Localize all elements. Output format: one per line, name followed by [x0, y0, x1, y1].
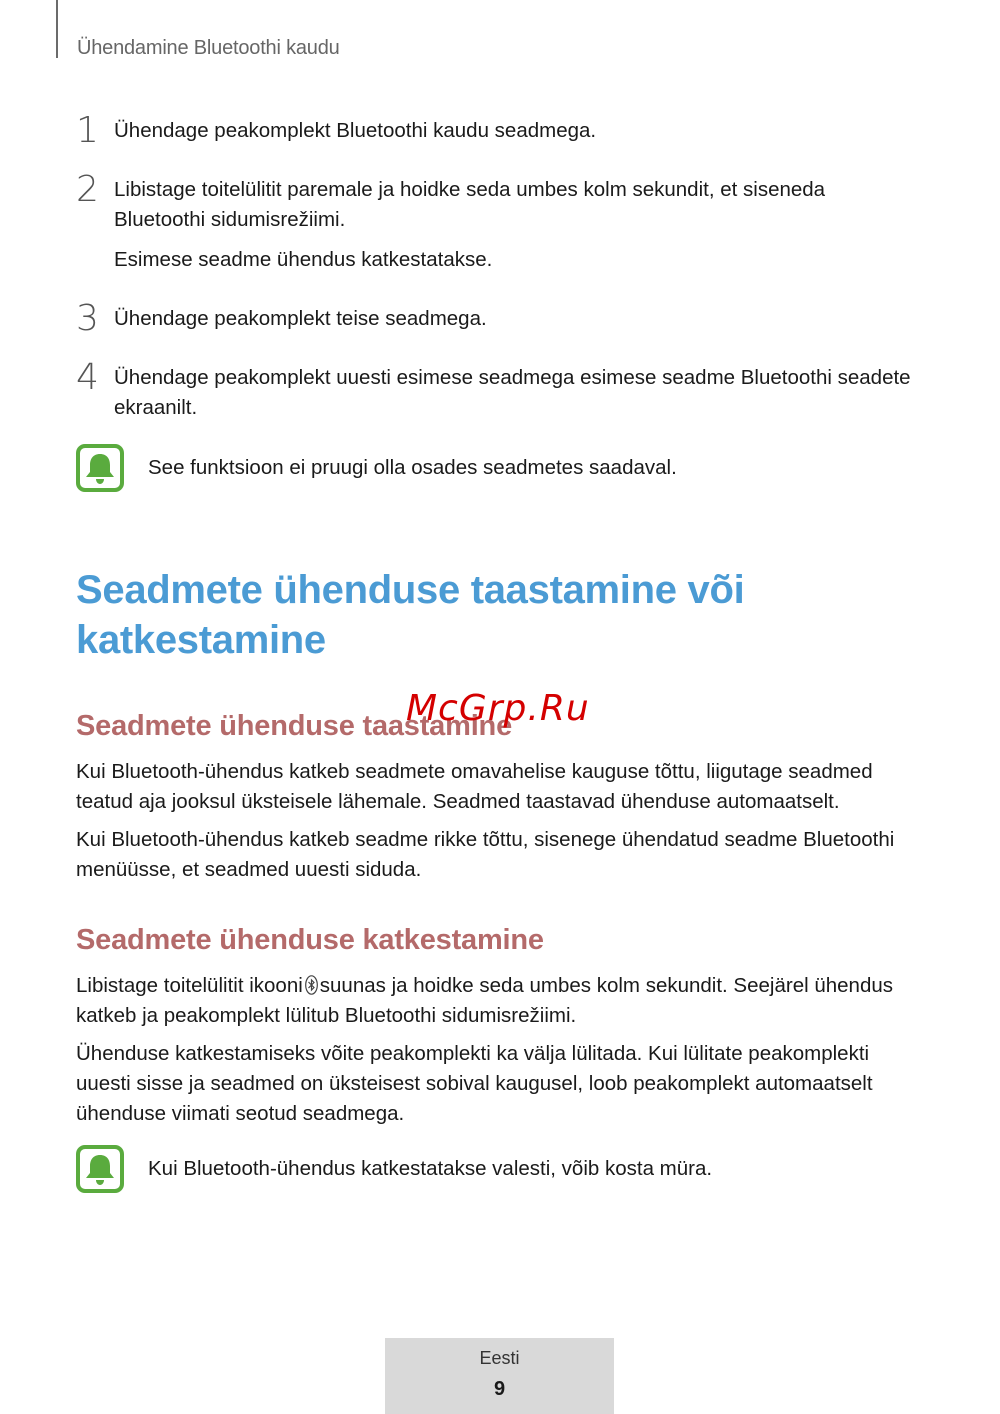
page-number: 9 [493, 1378, 506, 1400]
step-text: Ühendage peakomplekt Bluetoothi kaudu seadmega. [114, 119, 597, 142]
bell-note-icon [76, 1145, 124, 1193]
bell-note-icon [76, 444, 124, 492]
header-rule [56, 0, 58, 58]
page-footer [385, 1338, 614, 1414]
step-number: 2 [76, 169, 99, 210]
watermark: McGrp.Ru [406, 688, 590, 729]
note-text: Kui Bluetooth-ühendus katkestatakse valesti, võib kosta müra. [148, 1157, 713, 1180]
section-title: Seadmete ühenduse taastamine või katkestamine [76, 568, 745, 662]
note-2 [76, 1145, 936, 1193]
disconnect-paragraph-1-end: suunas ja hoidke seda umbes kolm sekundit. Seejärel ühendus katkeb ja peakomplekt lülitub Bluetoothi sidumisrežiimi. [76, 974, 894, 1027]
restore-paragraph-2: Kui Bluetooth-ühendus katkeb seadme rikke tõttu, sisenege ühendatud seadme Bluetoothi menüüsse, et seadmed uuesti siduda. [76, 828, 895, 881]
note-1 [76, 444, 936, 492]
step-number: 1 [76, 110, 99, 151]
disconnect-heading: Seadmete ühenduse katkestamine [76, 924, 544, 956]
note-text: See funktsioon ei pruugi olla osades seadmetes saadaval. [148, 456, 677, 479]
step-text: Libistage toitelülitit paremale ja hoidke seda umbes kolm sekundit, et siseneda Bluetoothi sidumisrežiimi. [114, 178, 826, 231]
footer-language: Eesti [479, 1348, 520, 1368]
step-text: Ühendage peakomplekt uuesti esimese seadmega esimese seadme Bluetoothi seadete ekraanilt. [114, 366, 911, 419]
step-number: 3 [76, 298, 99, 339]
disconnect-paragraph-1 [76, 971, 926, 1031]
step-text: Ühendage peakomplekt teise seadmega. [114, 307, 487, 330]
bluetooth-icon [305, 975, 318, 995]
disconnect-paragraph-2: Ühenduse katkestamiseks võite peakomplekti ka välja lülitada. Kui lülitate peakomplekti uuesti sisse ja seadmed on üksteisest sobival kaugusel, loob peakomplekt automaatselt ühenduse viimati seotud seadmega. [76, 1042, 873, 1125]
page-header-title: Ühendamine Bluetoothi kaudu [77, 37, 340, 59]
step-2-sub-text: Esimese seadme ühendus katkestatakse. [114, 248, 493, 271]
step-number: 4 [76, 357, 99, 398]
restore-paragraph-1: Kui Bluetooth-ühendus katkeb seadmete omavahelise kauguse tõttu, liigutage seadmed teatud aja jooksul üksteisele lähemale. Seadmed taastavad ühenduse automaatselt. [76, 760, 873, 813]
disconnect-paragraph-1-start: Libistage toitelülitit ikooni [76, 974, 303, 997]
restore-heading: Seadmete ühenduse taastamine [76, 710, 512, 742]
